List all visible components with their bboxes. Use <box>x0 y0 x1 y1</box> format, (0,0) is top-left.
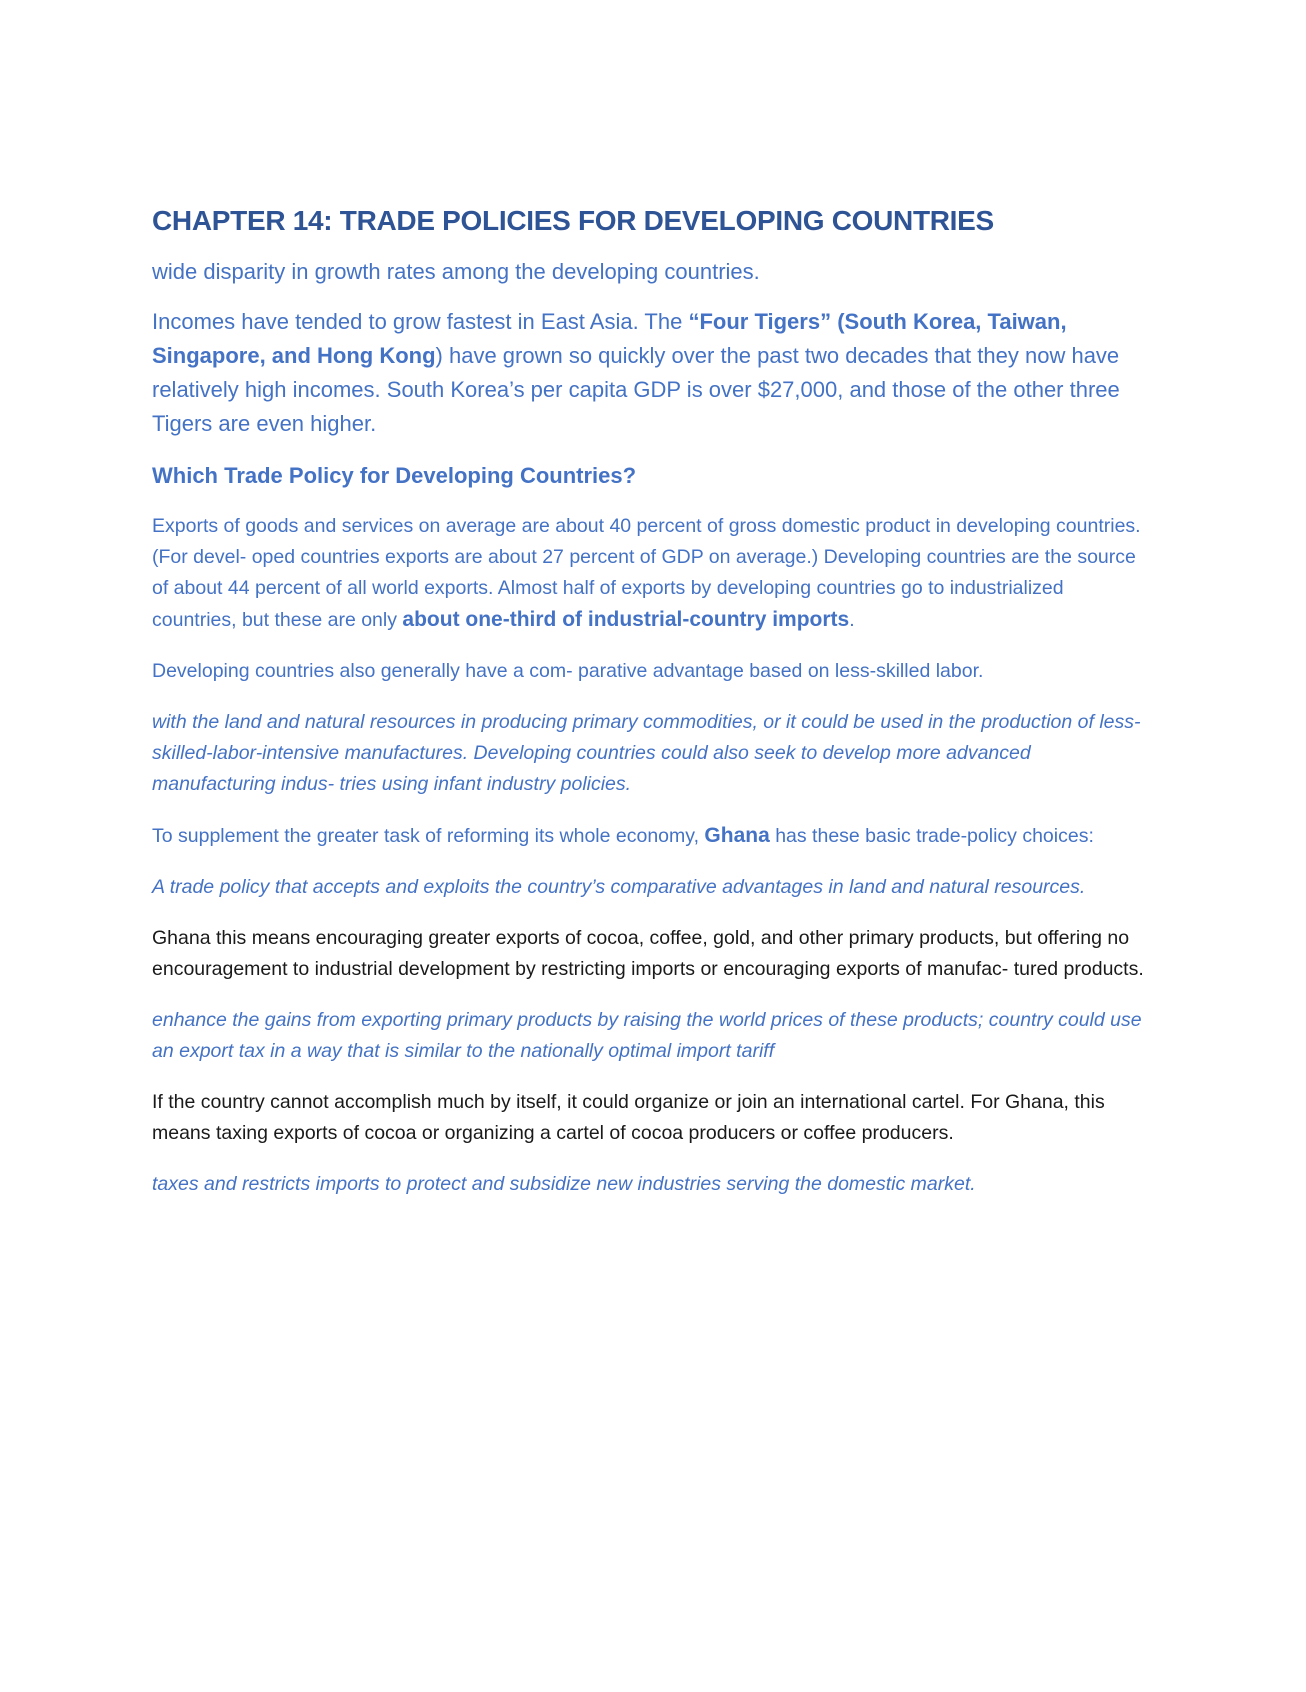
paragraph-exports <box>152 511 1152 636</box>
text-segment: . <box>849 609 855 631</box>
paragraph-land-resources: with the land and natural resources in producing primary commodities, or it could be used in the production of less-skilled-labor-intensive manufactures. Developing countries could also seek to develop more advanced manufacturing indus- tries using infant industry policies. <box>152 711 1141 795</box>
paragraph-ghana-choices <box>152 820 1152 852</box>
section-heading: Which Trade Policy for Developing Countries? <box>152 463 637 488</box>
paragraph-cartel: If the country cannot accomplish much by itself, it could organize or join an international cartel. For Ghana, this means taxing exports of cocoa or organizing a cartel of cocoa producers or coffee producers. <box>152 1091 1105 1144</box>
paragraph-growth-disparity: wide disparity in growth rates among the developing countries. <box>152 259 760 284</box>
paragraph-trade-policy-accepts: A trade policy that accepts and exploits the country’s comparative advantages in land and natural resources. <box>152 876 1086 898</box>
bold-text-imports: about one-third of industrial-country imports <box>402 608 850 631</box>
bold-text-four-tigers: “Four Tigers” (South Korea, Taiwan, Singapore, and Hong Kong <box>152 309 1067 368</box>
paragraph-comparative-advantage: Developing countries also generally have a com- parative advantage based on less-skilled labor. <box>152 660 984 682</box>
document-content <box>152 205 1152 1220</box>
paragraph-four-tigers <box>152 305 1152 441</box>
paragraph-ghana-exports: Ghana this means encouraging greater exports of cocoa, coffee, gold, and other primary products, but offering no encouragement to industrial development by restricting imports or encouraging exports of manufac- tured products. <box>152 927 1144 980</box>
text-segment: ) have grown so quickly over the past two decades that they now have relatively high incomes. South Korea’s per capita GDP is over $27,000, and those of the other three Tigers are even higher. <box>152 343 1120 436</box>
paragraph-enhance-gains: enhance the gains from exporting primary products by raising the world prices of these products; country could use an export tax in a way that is similar to the nationally optimal import tariff <box>152 1009 1142 1062</box>
text-segment: To supplement the greater task of reforming its whole economy, <box>152 825 705 847</box>
chapter-title: CHAPTER 14: TRADE POLICIES FOR DEVELOPING COUNTRIES <box>152 205 994 236</box>
text-segment: has these basic trade-policy choices: <box>769 825 1094 847</box>
bold-text-ghana: Ghana <box>704 824 770 847</box>
text-segment: Incomes have tended to grow fastest in East Asia. The <box>152 309 689 334</box>
text-segment: Exports of goods and services on average are about 40 percent of gross domestic product in developing countries. (For devel- oped countries exports are about 27 percent of GDP on average.) Developing countries are the source of about 44 percent of all world exports. Almost half of exports by developing countries go to industrialized countries, but these are only <box>152 515 1141 631</box>
paragraph-taxes-imports: taxes and restricts imports to protect and subsidize new industries serving the domestic market. <box>152 1173 976 1195</box>
